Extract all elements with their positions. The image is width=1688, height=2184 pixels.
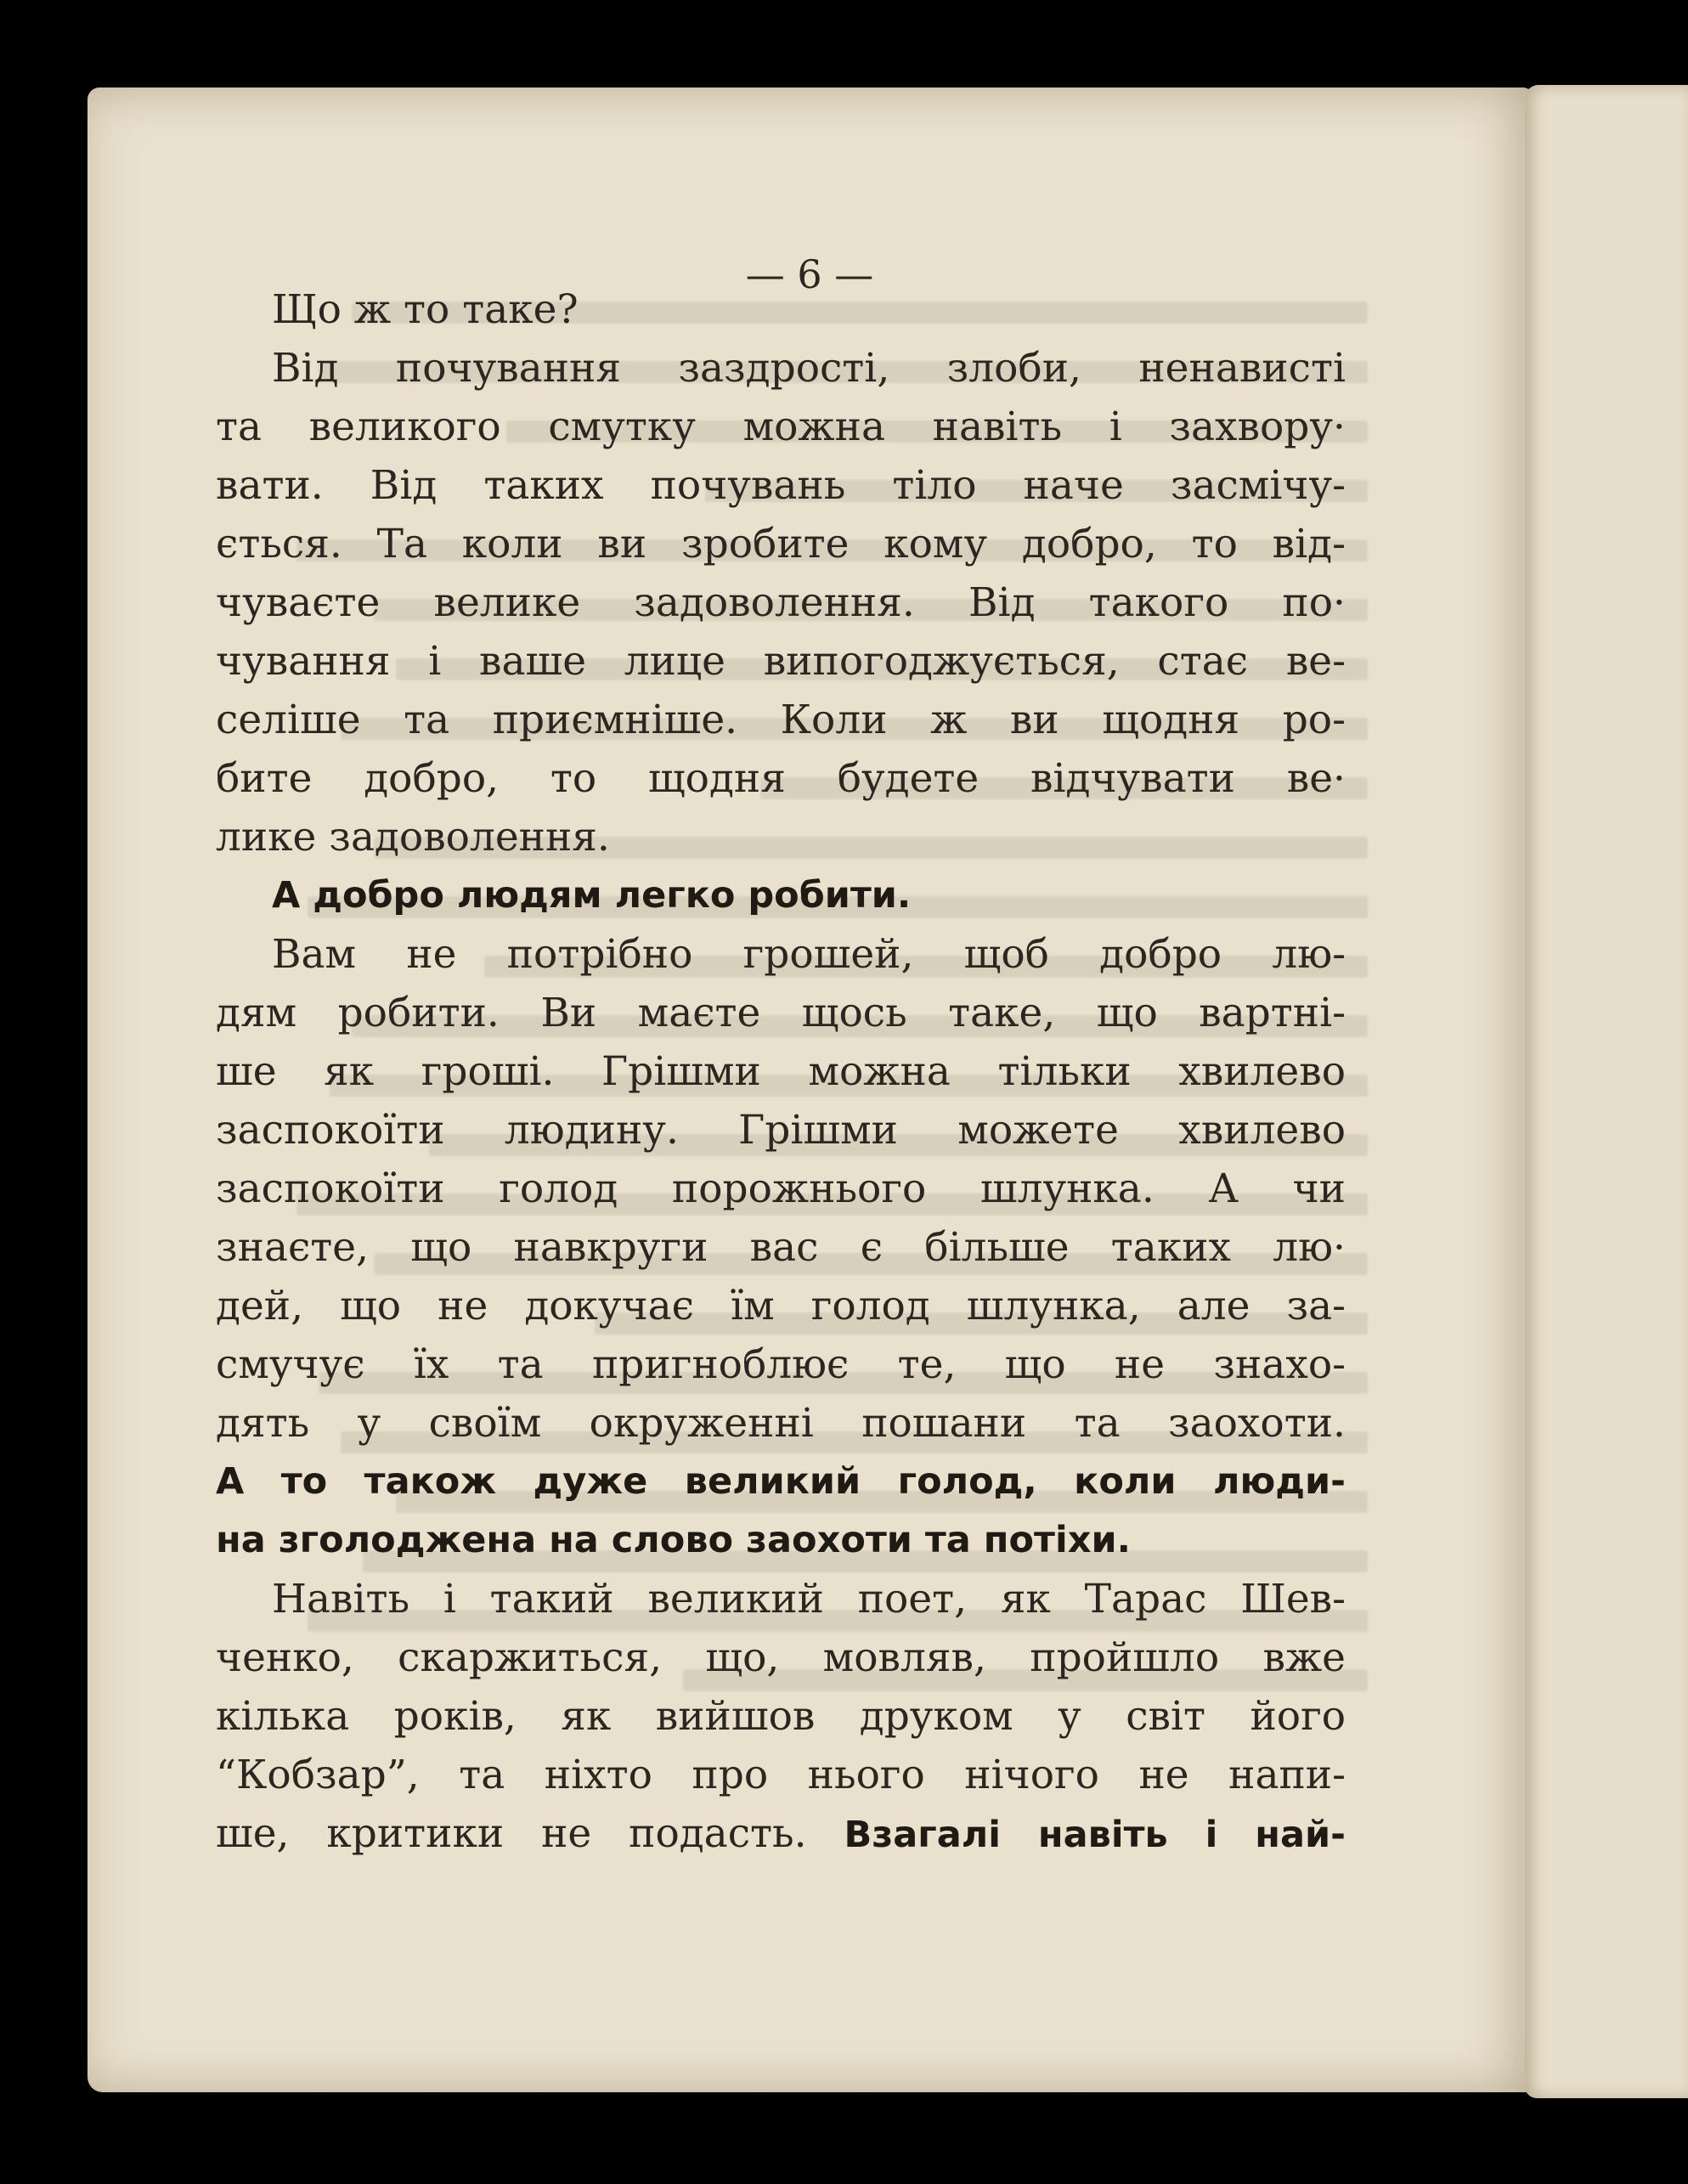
text-line-content: чування і ваше лице випогоджується, стає ве-: [216, 638, 1346, 685]
text-line: [216, 1335, 1346, 1394]
text-line-content: ше як гроші. Грішми можна тільки хвилево: [216, 1048, 1346, 1095]
text-line-content: “Кобзар”, та ніхто про нього нічого не напи-: [216, 1752, 1346, 1798]
text-line-content: смучує їх та пригноблює те, що не знахо-: [216, 1341, 1346, 1388]
text-line: [216, 691, 1346, 749]
text-line: [216, 1746, 1346, 1804]
text-line: [216, 1570, 1346, 1628]
bold-text-line: [216, 866, 1346, 925]
bold-text-line: [216, 1453, 1346, 1511]
text-line: [216, 808, 1346, 866]
text-line-content: дять у своїм окруженні пошани та заохоти.: [216, 1400, 1346, 1447]
text-line-content: бите добро, то щодня будете відчувати ве·: [216, 755, 1346, 802]
text-line-content: А то також дуже великий голод, коли люди-: [216, 1460, 1346, 1503]
text-line: [216, 1042, 1346, 1101]
text-line-content: знаєте, що навкруги вас є більше таких лю·: [216, 1224, 1346, 1271]
text-line: [216, 1394, 1346, 1453]
text-line: [216, 1101, 1346, 1160]
text-line-content: вати. Від таких почувань тіло наче засмічу-: [216, 462, 1346, 509]
text-line: [216, 339, 1346, 398]
text-line: [216, 280, 1346, 339]
text-line-content: дям робити. Ви маєте щось таке, що вартні-: [216, 990, 1346, 1036]
text-line-content: ченко, скаржиться, що, мовляв, пройшло вже: [216, 1634, 1346, 1681]
text-line: [216, 1160, 1346, 1218]
text-line-content: Що ж то таке?: [272, 286, 579, 333]
text-line: [216, 398, 1346, 456]
text-line-content: ше, критики не подасть.: [216, 1810, 844, 1857]
page-body-text: [216, 280, 1346, 1863]
text-line: [216, 1628, 1346, 1687]
text-line: [216, 573, 1346, 632]
bold-text-fragment: Взагалі навіть і най-: [844, 1814, 1346, 1856]
facing-page-edge: [1525, 85, 1688, 2098]
text-line-content: кілька років, як вийшов друком у світ його: [216, 1693, 1346, 1740]
text-line-content: Вам не потрібно грошей, щоб добро лю-: [272, 931, 1346, 978]
text-line-content: заспокоїти голод порожнього шлунка. А чи: [216, 1165, 1346, 1212]
text-line-content: дей, що не докучає їм голод шлунка, але за-: [216, 1283, 1346, 1329]
text-line: [216, 925, 1346, 984]
text-line: [216, 1277, 1346, 1335]
text-line: [216, 456, 1346, 515]
text-line-content: Навіть і такий великий поет, як Тарас Шев-: [272, 1576, 1346, 1622]
text-line: [216, 1218, 1346, 1277]
text-line-content: заспокоїти людину. Грішми можете хвилево: [216, 1107, 1346, 1154]
text-line-content: лике задоволення.: [216, 814, 610, 861]
text-line: [216, 749, 1346, 808]
text-line-content: чуваєте велике задоволення. Від такого по·: [216, 579, 1346, 626]
text-line: [216, 984, 1346, 1042]
text-line: [216, 515, 1346, 573]
text-line: [216, 632, 1346, 691]
text-line: [216, 1687, 1346, 1746]
text-line-content: А добро людям легко робити.: [272, 874, 912, 917]
text-line-content: селіше та приємніше. Коли ж ви щодня ро-: [216, 697, 1346, 743]
text-line-content: на зголоджена на слово заохоти та потіхи.: [216, 1519, 1131, 1561]
text-line: [216, 1804, 1346, 1863]
text-line-content: ється. Та коли ви зробите кому добро, то від-: [216, 521, 1346, 567]
page-number: — 6 —: [745, 251, 874, 297]
text-line-content: Від почування заздрості, злоби, ненависті: [272, 345, 1346, 392]
bold-text-line: [216, 1511, 1346, 1570]
text-line-content: та великого смутку можна навіть і захвору·: [216, 404, 1346, 450]
